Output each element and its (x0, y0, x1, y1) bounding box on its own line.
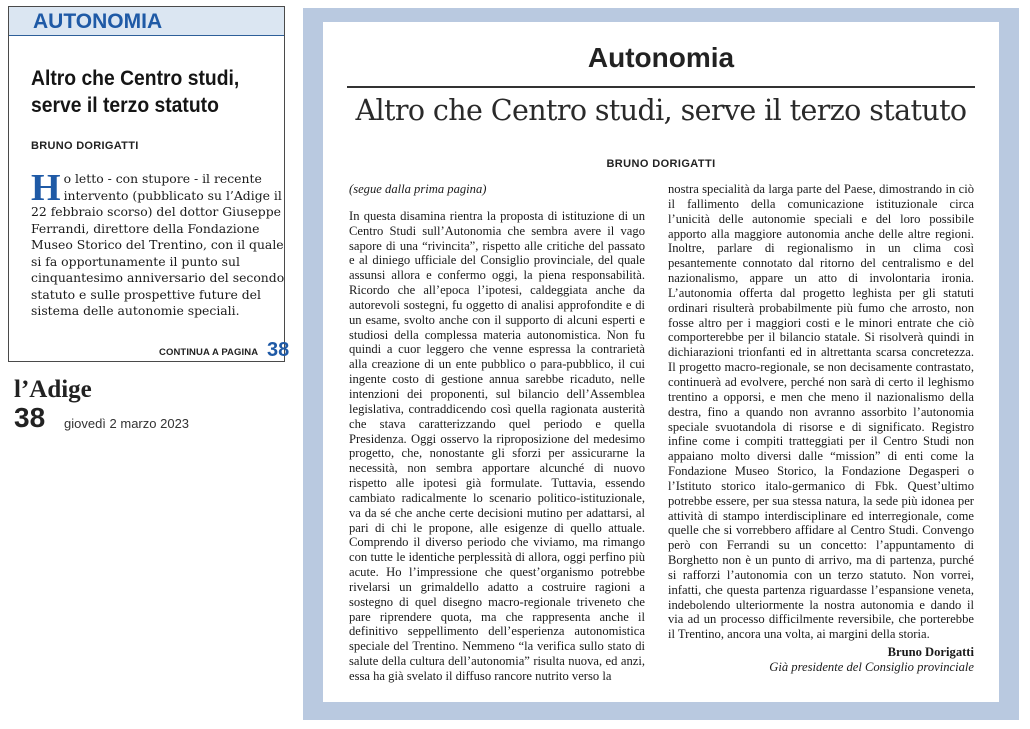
teaser-body-text: o letto - con stupore - il recente intervento (pubblicato su l’Adige il 22 febbraio scorso) del dottor Giuseppe Ferrandi, direttore della Fondazione Museo Storico del Trentino, con il quale si fa opportunamente il punto sul cinquantesimo anniversario del secondo statuto e sulle prospettive future del sistema delle autonomie speciali. (31, 171, 285, 318)
teaser-title: Altro che Centro studi, serve il terzo statuto (31, 67, 240, 117)
teaser-box (8, 6, 290, 362)
teaser-author: BRUNO DORIGATTI (31, 140, 139, 152)
article-column-left (349, 182, 645, 684)
article-page (323, 22, 999, 702)
article-column-right (668, 182, 974, 675)
article-body-left: In questa disamina rientra la proposta di istituzione di un Centro Studi sull’Autonomia che sembra avere il vago sapore di una “rivincita”, rispetto alle critiche del passato e al diniego ufficiale del Consiglio provinciale, del quale assunsi allora e confermo oggi, la piena responsabilità. Ricordo che all’epoca l’ipotesi, caldeggiata anche da autorevoli sostegni, fu oggetto di analisi approfondite e di un esame, svolto anche con il supporto di alcuni esperti e studiosi della complessa materia autonomistica. Non fu quindi a cuor leggero che venne espressa la contrarietà alla creazione di un ente pubblico o para-pubblico, il cui ingente costo di gestione annua sarebbe ricaduto, nelle intenzioni dei proponenti, sul bilancio dell’Assemblea legislativa, contraddicendo così quella ragionata austerità che stava caratterizzando quel periodo e quella Presidenza. Oggi osservo la riproposizione del medesimo progetto, che, nonostante gli sforzi per assicurarne la necessità, non sembra apportare alcunché di nuovo rispetto alle ipotesi già formulate. Tuttavia, essendo cambiato radicalmente lo scenario politico-istituzionale, va da sé che anche certe decisioni mutino per adattarsi, al pari di chi le propone, alle esigenze di quello attuale. Comprendo il diverso periodo che viviamo, ma rimango con tutte le identiche perplessità di allora, oggi perfino più acute. Ho l’impressione che quest’organismo potrebbe rivelarsi un grimaldello adatto a costruire ragioni a sostegno di quel disegno macro-regionale triveneto che pare riprendere quota, ma che rappresenta anche il definitivo seppellimento dell’esperienza autonomistica speciale del Trentino. Nemmeno “la verifica sullo stato di salute della cultura dell’autonomia” risulta nuova, ed anzi, essa ha già svelato il diffuso rancore nutrito verso la (349, 208, 645, 683)
article-continuation-note: (segue dalla prima pagina) (349, 182, 487, 196)
article-byline: BRUNO DORIGATTI (606, 158, 716, 170)
section-heading: Autonomia (587, 42, 735, 73)
teaser-body (31, 167, 285, 320)
continue-link-label[interactable]: CONTINUA A PAGINA (159, 347, 259, 358)
teaser-kicker-band (9, 7, 284, 36)
teaser-kicker: AUTONOMIA (33, 10, 163, 33)
continue-page-number[interactable]: 38 (267, 339, 290, 361)
issue-date: giovedì 2 marzo 2023 (64, 416, 190, 431)
article-body-right: nostra specialità da larga parte del Paese, dimostrando in ciò il fallimento della comunicazione istituzionale circa l’unicità delle autonomie speciali e del loro possibile apporto alla maggiore autonomia anche delle altre regioni. Inoltre, parlare di regionalismo in un clima così pesantemente connotato dal ritorno del centralismo e del nazionalismo, appare un atto di involontaria ironia. L’autonomia offerta dal progetto leghista per gli statuti ordinari risulterà probabilmente più fumo che arrosto, non fosse altro per i maggiori costi e le minori entrate che ciò comporterebbe per il bilancio statale. Si risolverà quindi in dichiarazioni trionfanti ed in altrettanta scarsa concretezza. Il progetto macro-regionale, se non decisamente contrastato, continuerà ad evolvere, perché non sarà di certo il leghismo trentino a opporsi, e men che meno il nazionalismo della destra, fino a quando non avranno assorbito l’autonomia speciale svuotandola di risorse e di significato. Registro infine come i compiti tratteggiati per il Centro Studi non appaiano molto diversi dalle “mission” di enti come la Fondazione Museo Storico, la Fondazione Degasperi o l’Istituto storico italo-germanico di Fbk. Quest’ultimo potrebbe essere, per sua stessa natura, la sede più idonea per attività di stampo interdisciplinare ed interregionale, come quelle che si vorrebbero affidare al Centro Studi. Convengo però con Ferrandi su un concetto: l’appuntamento di Borghetto non è un punto di arrivo, ma di partenza, purché si rafforzi l’autonomia con un terzo statuto. Non vorrei, infatti, che questa partenza riguardasse l’espansione veneta, indebolendo ulteriormente la nostra autonomia e dando il via ad un processo difficilmente reversibile, che porterebbe il Trentino, ancora una volta, ai margini della storia. (668, 182, 974, 642)
teaser-dropcap: H (31, 167, 61, 209)
article-frame (303, 8, 1019, 720)
newspaper-logo: l’Adige (14, 376, 92, 403)
page-number: 38 (14, 402, 46, 433)
signature-role: Già presidente del Consiglio provinciale (769, 660, 974, 674)
article-title: Altro che Centro studi, serve il terzo statuto (355, 94, 967, 127)
signature-name: Bruno Dorigatti (887, 645, 974, 660)
section-divider (347, 86, 975, 88)
